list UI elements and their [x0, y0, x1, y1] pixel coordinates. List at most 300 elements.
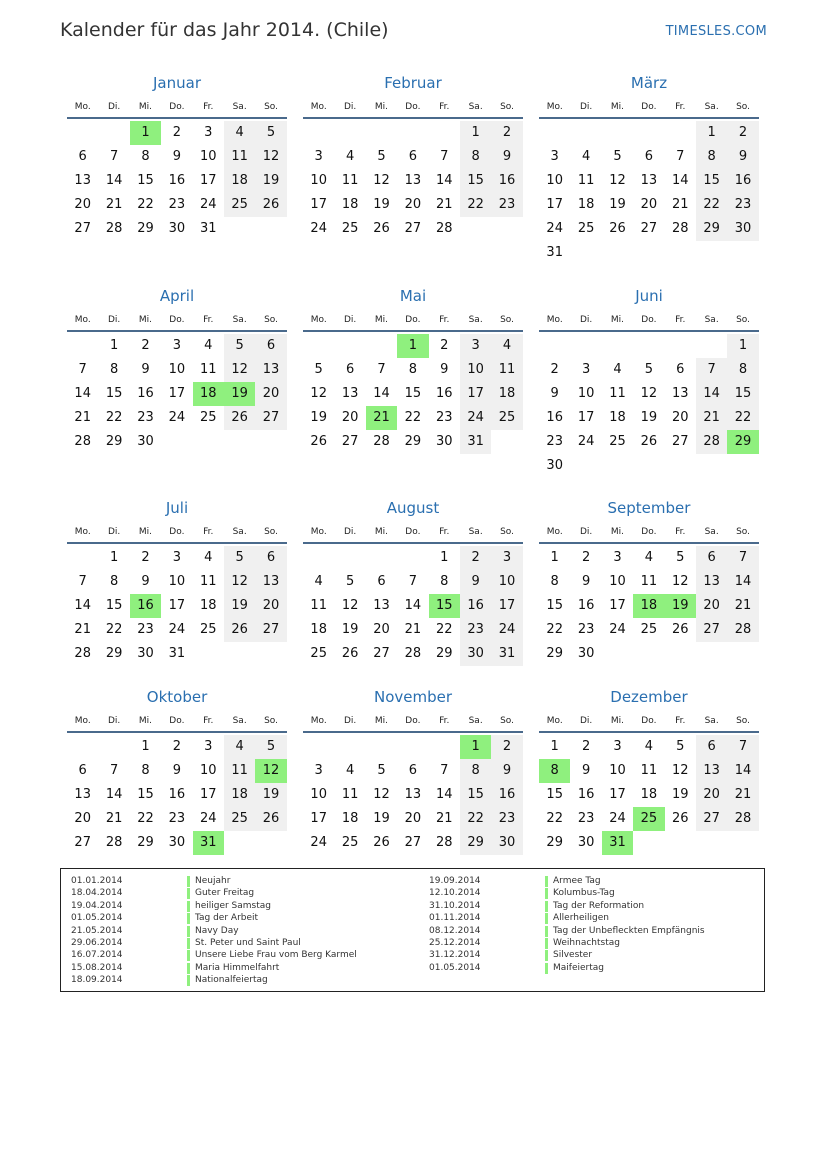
day-cell[interactable]: 11 [199, 574, 217, 589]
day-cell[interactable]: 31 [168, 646, 186, 661]
day-cell[interactable]: 1 [460, 121, 491, 145]
day-cell[interactable]: 4 [204, 338, 213, 353]
day-cell[interactable]: 8 [141, 149, 150, 164]
day-cell[interactable]: 27 [255, 406, 286, 430]
day-cell[interactable]: 7 [109, 149, 119, 164]
day-cell[interactable]: 10 [491, 570, 522, 594]
day-cell[interactable]: 22 [105, 410, 123, 425]
day-cell[interactable]: 25 [310, 646, 327, 661]
day-cell[interactable]: 24 [310, 221, 327, 236]
day-cell[interactable]: 10 [609, 574, 626, 589]
day-cell[interactable]: 28 [105, 835, 123, 850]
day-cell[interactable]: 29 [696, 217, 727, 241]
day-cell[interactable]: 3 [314, 149, 323, 164]
day-cell[interactable]: 15 [546, 787, 563, 802]
day-cell[interactable]: 25 [199, 410, 217, 425]
day-cell[interactable]: 13 [696, 759, 727, 783]
day-cell[interactable]: 5 [644, 362, 653, 377]
day-cell[interactable]: 3 [491, 546, 522, 570]
day-cell[interactable]: 8 [460, 759, 491, 783]
day-cell[interactable]: 19 [665, 594, 696, 618]
day-cell[interactable]: 21 [435, 197, 453, 212]
day-cell[interactable]: 13 [640, 173, 658, 188]
day-cell[interactable]: 27 [341, 434, 359, 449]
day-cell[interactable]: 17 [310, 197, 327, 212]
day-cell[interactable]: 1 [550, 550, 559, 565]
day-cell[interactable]: 28 [74, 434, 91, 449]
day-cell[interactable]: 20 [255, 382, 286, 406]
day-cell[interactable]: 7 [78, 574, 87, 589]
day-cell[interactable]: 4 [644, 739, 653, 754]
day-cell[interactable]: 5 [377, 149, 386, 164]
day-cell[interactable]: 21 [105, 197, 123, 212]
day-cell[interactable]: 29 [105, 646, 123, 661]
day-cell[interactable]: 12 [373, 173, 390, 188]
day-cell[interactable]: 25 [609, 434, 626, 449]
day-cell[interactable]: 8 [727, 358, 758, 382]
day-cell[interactable]: 31 [460, 430, 491, 454]
day-cell[interactable]: 30 [727, 217, 758, 241]
day-cell[interactable]: 26 [224, 406, 255, 430]
day-cell[interactable]: 9 [172, 763, 181, 778]
day-cell[interactable]: 25 [341, 221, 359, 236]
day-cell[interactable]: 6 [78, 149, 87, 164]
day-cell[interactable]: 24 [546, 221, 563, 236]
day-cell[interactable]: 10 [460, 358, 491, 382]
day-cell[interactable]: 2 [141, 338, 150, 353]
day-cell[interactable]: 28 [404, 646, 422, 661]
day-cell[interactable]: 28 [727, 807, 758, 831]
day-cell[interactable]: 23 [577, 622, 595, 637]
day-cell[interactable]: 28 [74, 646, 91, 661]
day-cell[interactable]: 24 [168, 410, 186, 425]
day-cell[interactable]: 6 [377, 574, 386, 589]
day-cell[interactable]: 6 [696, 735, 727, 759]
day-cell[interactable]: 30 [577, 835, 595, 850]
day-cell[interactable]: 29 [546, 646, 563, 661]
day-cell[interactable]: 16 [727, 169, 758, 193]
day-cell[interactable]: 21 [404, 622, 422, 637]
day-cell[interactable]: 1 [397, 334, 428, 358]
day-cell[interactable]: 19 [373, 197, 390, 212]
day-cell[interactable]: 2 [491, 121, 522, 145]
day-cell[interactable]: 19 [310, 410, 327, 425]
day-cell[interactable]: 13 [373, 598, 390, 613]
day-cell[interactable]: 29 [460, 831, 491, 855]
day-cell[interactable]: 15 [546, 598, 563, 613]
day-cell[interactable]: 3 [172, 550, 181, 565]
day-cell[interactable]: 15 [105, 598, 123, 613]
day-cell[interactable]: 25 [577, 221, 595, 236]
day-cell[interactable]: 15 [137, 173, 154, 188]
day-cell[interactable]: 23 [168, 197, 186, 212]
day-cell[interactable]: 24 [199, 811, 217, 826]
day-cell[interactable]: 16 [460, 594, 491, 618]
day-cell[interactable]: 15 [137, 787, 154, 802]
day-cell[interactable]: 24 [199, 197, 217, 212]
day-cell[interactable]: 13 [671, 386, 689, 401]
day-cell[interactable]: 27 [404, 221, 422, 236]
day-cell[interactable]: 14 [696, 382, 727, 406]
day-cell[interactable]: 18 [199, 598, 217, 613]
day-cell[interactable]: 11 [577, 173, 595, 188]
day-cell[interactable]: 1 [109, 550, 119, 565]
day-cell[interactable]: 8 [408, 362, 417, 377]
day-cell[interactable]: 8 [109, 362, 119, 377]
day-cell[interactable]: 17 [577, 410, 595, 425]
day-cell[interactable]: 31 [546, 245, 563, 260]
day-cell[interactable]: 5 [613, 149, 622, 164]
day-cell[interactable]: 29 [546, 835, 563, 850]
day-cell[interactable]: 30 [546, 458, 563, 473]
day-cell[interactable]: 14 [671, 173, 689, 188]
day-cell[interactable]: 1 [440, 550, 449, 565]
day-cell[interactable]: 30 [577, 646, 595, 661]
day-cell[interactable]: 20 [404, 811, 422, 826]
day-cell[interactable]: 8 [550, 574, 559, 589]
day-cell[interactable]: 11 [341, 173, 359, 188]
day-cell[interactable]: 21 [671, 197, 689, 212]
day-cell[interactable]: 19 [373, 811, 390, 826]
day-cell[interactable]: 4 [224, 735, 255, 759]
day-cell[interactable]: 15 [727, 382, 758, 406]
day-cell[interactable]: 29 [105, 434, 123, 449]
day-cell[interactable]: 13 [255, 570, 286, 594]
day-cell[interactable]: 4 [345, 149, 355, 164]
day-cell[interactable]: 26 [671, 622, 689, 637]
day-cell[interactable]: 30 [491, 831, 522, 855]
day-cell[interactable]: 18 [633, 594, 664, 618]
day-cell[interactable]: 22 [546, 811, 563, 826]
day-cell[interactable]: 24 [310, 835, 327, 850]
day-cell[interactable]: 20 [74, 811, 91, 826]
day-cell[interactable]: 10 [546, 173, 563, 188]
day-cell[interactable]: 10 [609, 763, 626, 778]
day-cell[interactable]: 17 [460, 382, 491, 406]
day-cell[interactable]: 1 [727, 334, 758, 358]
day-cell[interactable]: 19 [609, 197, 626, 212]
day-cell[interactable]: 18 [609, 410, 626, 425]
day-cell[interactable]: 2 [460, 546, 491, 570]
day-cell[interactable]: 20 [640, 197, 658, 212]
day-cell[interactable]: 26 [224, 618, 255, 642]
day-cell[interactable]: 11 [491, 358, 522, 382]
day-cell[interactable]: 8 [440, 574, 449, 589]
day-cell[interactable]: 6 [408, 763, 417, 778]
day-cell[interactable]: 16 [435, 386, 453, 401]
day-cell[interactable]: 4 [581, 149, 591, 164]
day-cell[interactable]: 14 [74, 598, 91, 613]
day-cell[interactable]: 19 [255, 169, 286, 193]
day-cell[interactable]: 23 [137, 622, 154, 637]
day-cell[interactable]: 25 [633, 807, 664, 831]
day-cell[interactable]: 23 [137, 410, 154, 425]
day-cell[interactable]: 22 [435, 622, 453, 637]
day-cell[interactable]: 16 [491, 169, 522, 193]
day-cell[interactable]: 17 [310, 811, 327, 826]
day-cell[interactable]: 17 [168, 386, 186, 401]
day-cell[interactable]: 22 [137, 197, 154, 212]
day-cell[interactable]: 20 [255, 594, 286, 618]
day-cell[interactable]: 19 [671, 787, 689, 802]
day-cell[interactable]: 27 [74, 835, 91, 850]
day-cell[interactable]: 7 [377, 362, 386, 377]
day-cell[interactable]: 13 [341, 386, 359, 401]
day-cell[interactable]: 2 [172, 125, 181, 140]
day-cell[interactable]: 14 [404, 598, 422, 613]
day-cell[interactable]: 1 [696, 121, 727, 145]
day-cell[interactable]: 27 [640, 221, 658, 236]
day-cell[interactable]: 2 [581, 550, 591, 565]
day-cell[interactable]: 17 [168, 598, 186, 613]
day-cell[interactable]: 3 [613, 739, 622, 754]
day-cell[interactable]: 16 [577, 598, 595, 613]
day-cell[interactable]: 7 [440, 763, 449, 778]
day-cell[interactable]: 2 [581, 739, 591, 754]
day-cell[interactable]: 11 [310, 598, 327, 613]
day-cell[interactable]: 20 [341, 410, 359, 425]
day-cell[interactable]: 12 [609, 173, 626, 188]
day-cell[interactable]: 29 [404, 434, 422, 449]
day-cell[interactable]: 11 [609, 386, 626, 401]
day-cell[interactable]: 20 [671, 410, 689, 425]
day-cell[interactable]: 21 [74, 622, 91, 637]
day-cell[interactable]: 16 [168, 787, 186, 802]
day-cell[interactable]: 17 [491, 594, 522, 618]
day-cell[interactable]: 30 [435, 434, 453, 449]
day-cell[interactable]: 7 [696, 358, 727, 382]
day-cell[interactable]: 23 [491, 807, 522, 831]
day-cell[interactable]: 30 [168, 835, 186, 850]
day-cell[interactable]: 26 [255, 193, 286, 217]
day-cell[interactable]: 25 [491, 406, 522, 430]
day-cell[interactable]: 6 [644, 149, 653, 164]
day-cell[interactable]: 13 [74, 787, 91, 802]
day-cell[interactable]: 18 [577, 197, 595, 212]
day-cell[interactable]: 26 [373, 221, 390, 236]
day-cell[interactable]: 6 [78, 763, 87, 778]
day-cell[interactable]: 3 [550, 149, 559, 164]
day-cell[interactable]: 27 [373, 646, 390, 661]
day-cell[interactable]: 22 [460, 193, 491, 217]
day-cell[interactable]: 22 [696, 193, 727, 217]
day-cell[interactable]: 30 [460, 642, 491, 666]
day-cell[interactable]: 12 [224, 570, 255, 594]
day-cell[interactable]: 22 [727, 406, 758, 430]
day-cell[interactable]: 5 [345, 574, 355, 589]
day-cell[interactable]: 5 [255, 121, 286, 145]
day-cell[interactable]: 6 [255, 334, 286, 358]
day-cell[interactable]: 2 [727, 121, 758, 145]
day-cell[interactable]: 12 [341, 598, 359, 613]
day-cell[interactable]: 10 [168, 574, 186, 589]
day-cell[interactable]: 31 [491, 642, 522, 666]
day-cell[interactable]: 9 [727, 145, 758, 169]
day-cell[interactable]: 25 [341, 835, 359, 850]
day-cell[interactable]: 18 [341, 811, 359, 826]
day-cell[interactable]: 15 [105, 386, 123, 401]
day-cell[interactable]: 26 [310, 434, 327, 449]
day-cell[interactable]: 4 [491, 334, 522, 358]
day-cell[interactable]: 3 [172, 338, 181, 353]
day-cell[interactable]: 7 [408, 574, 417, 589]
day-cell[interactable]: 13 [255, 358, 286, 382]
day-cell[interactable]: 9 [581, 763, 591, 778]
day-cell[interactable]: 9 [460, 570, 491, 594]
day-cell[interactable]: 1 [550, 739, 559, 754]
day-cell[interactable]: 13 [74, 173, 91, 188]
day-cell[interactable]: 22 [404, 410, 422, 425]
day-cell[interactable]: 8 [460, 145, 491, 169]
day-cell[interactable]: 16 [546, 410, 563, 425]
day-cell[interactable]: 9 [172, 149, 181, 164]
day-cell[interactable]: 30 [137, 646, 154, 661]
day-cell[interactable]: 25 [224, 193, 255, 217]
day-cell[interactable]: 11 [224, 145, 255, 169]
day-cell[interactable]: 21 [435, 811, 453, 826]
day-cell[interactable]: 11 [224, 759, 255, 783]
day-cell[interactable]: 28 [671, 221, 689, 236]
day-cell[interactable]: 11 [341, 787, 359, 802]
day-cell[interactable]: 2 [141, 550, 150, 565]
day-cell[interactable]: 19 [255, 783, 286, 807]
day-cell[interactable]: 18 [193, 382, 224, 406]
day-cell[interactable]: 22 [546, 622, 563, 637]
day-cell[interactable]: 24 [168, 622, 186, 637]
day-cell[interactable]: 23 [168, 811, 186, 826]
day-cell[interactable]: 31 [602, 831, 633, 855]
day-cell[interactable]: 3 [204, 125, 213, 140]
day-cell[interactable]: 29 [137, 835, 154, 850]
day-cell[interactable]: 2 [550, 362, 559, 377]
day-cell[interactable]: 17 [199, 173, 217, 188]
day-cell[interactable]: 25 [199, 622, 217, 637]
day-cell[interactable]: 10 [310, 787, 327, 802]
day-cell[interactable]: 26 [609, 221, 626, 236]
day-cell[interactable]: 10 [199, 149, 217, 164]
day-cell[interactable]: 9 [581, 574, 591, 589]
day-cell[interactable]: 16 [491, 783, 522, 807]
day-cell[interactable]: 16 [130, 594, 161, 618]
day-cell[interactable]: 15 [696, 169, 727, 193]
day-cell[interactable]: 20 [404, 197, 422, 212]
day-cell[interactable]: 19 [224, 382, 255, 406]
day-cell[interactable]: 12 [671, 763, 689, 778]
day-cell[interactable]: 22 [137, 811, 154, 826]
day-cell[interactable]: 11 [640, 763, 658, 778]
day-cell[interactable]: 18 [640, 787, 658, 802]
day-cell[interactable]: 27 [255, 618, 286, 642]
day-cell[interactable]: 17 [546, 197, 563, 212]
day-cell[interactable]: 20 [74, 197, 91, 212]
day-cell[interactable]: 31 [199, 221, 217, 236]
day-cell[interactable]: 4 [204, 550, 213, 565]
day-cell[interactable]: 19 [224, 594, 255, 618]
day-cell[interactable]: 14 [727, 759, 758, 783]
day-cell[interactable]: 11 [640, 574, 658, 589]
day-cell[interactable]: 25 [640, 622, 658, 637]
day-cell[interactable]: 23 [727, 193, 758, 217]
day-cell[interactable]: 21 [727, 594, 758, 618]
day-cell[interactable]: 7 [109, 763, 119, 778]
day-cell[interactable]: 27 [671, 434, 689, 449]
day-cell[interactable]: 25 [224, 807, 255, 831]
day-cell[interactable]: 12 [310, 386, 327, 401]
day-cell[interactable]: 6 [676, 362, 685, 377]
day-cell[interactable]: 3 [613, 550, 622, 565]
day-cell[interactable]: 28 [373, 434, 390, 449]
brand-logo-text[interactable]: TIMESLES.COM [665, 24, 767, 39]
day-cell[interactable]: 26 [373, 835, 390, 850]
day-cell[interactable]: 7 [727, 546, 758, 570]
day-cell[interactable]: 6 [345, 362, 355, 377]
day-cell[interactable]: 15 [460, 169, 491, 193]
day-cell[interactable]: 12 [224, 358, 255, 382]
day-cell[interactable]: 4 [345, 763, 355, 778]
day-cell[interactable]: 8 [141, 763, 150, 778]
day-cell[interactable]: 16 [577, 787, 595, 802]
day-cell[interactable]: 10 [168, 362, 186, 377]
day-cell[interactable]: 29 [727, 430, 758, 454]
day-cell[interactable]: 4 [224, 121, 255, 145]
day-cell[interactable]: 10 [577, 386, 595, 401]
day-cell[interactable]: 6 [408, 149, 417, 164]
day-cell[interactable]: 21 [105, 811, 123, 826]
day-cell[interactable]: 1 [460, 735, 491, 759]
day-cell[interactable]: 14 [373, 386, 390, 401]
day-cell[interactable]: 5 [314, 362, 323, 377]
day-cell[interactable]: 15 [404, 386, 422, 401]
day-cell[interactable]: 19 [341, 622, 359, 637]
day-cell[interactable]: 17 [199, 787, 217, 802]
day-cell[interactable]: 21 [727, 783, 758, 807]
day-cell[interactable]: 9 [440, 362, 449, 377]
day-cell[interactable]: 24 [609, 811, 626, 826]
day-cell[interactable]: 21 [74, 410, 91, 425]
day-cell[interactable]: 18 [224, 783, 255, 807]
day-cell[interactable]: 9 [141, 574, 150, 589]
day-cell[interactable]: 20 [696, 783, 727, 807]
day-cell[interactable]: 8 [109, 574, 119, 589]
day-cell[interactable]: 12 [255, 145, 286, 169]
day-cell[interactable]: 16 [168, 173, 186, 188]
day-cell[interactable]: 15 [460, 783, 491, 807]
day-cell[interactable]: 9 [141, 362, 150, 377]
day-cell[interactable]: 24 [609, 622, 626, 637]
day-cell[interactable]: 9 [491, 759, 522, 783]
day-cell[interactable]: 26 [341, 646, 359, 661]
day-cell[interactable]: 12 [671, 574, 689, 589]
day-cell[interactable]: 13 [404, 173, 422, 188]
day-cell[interactable]: 15 [429, 594, 460, 618]
day-cell[interactable]: 28 [696, 430, 727, 454]
day-cell[interactable]: 20 [373, 622, 390, 637]
day-cell[interactable]: 17 [609, 598, 626, 613]
day-cell[interactable]: 26 [640, 434, 658, 449]
day-cell[interactable]: 14 [74, 386, 91, 401]
day-cell[interactable]: 28 [435, 835, 453, 850]
day-cell[interactable]: 1 [109, 338, 119, 353]
day-cell[interactable]: 12 [373, 787, 390, 802]
day-cell[interactable]: 12 [640, 386, 658, 401]
day-cell[interactable]: 18 [341, 197, 359, 212]
day-cell[interactable]: 18 [310, 622, 327, 637]
day-cell[interactable]: 26 [671, 811, 689, 826]
day-cell[interactable]: 28 [435, 221, 453, 236]
day-cell[interactable]: 30 [168, 221, 186, 236]
day-cell[interactable]: 16 [137, 386, 154, 401]
day-cell[interactable]: 10 [310, 173, 327, 188]
